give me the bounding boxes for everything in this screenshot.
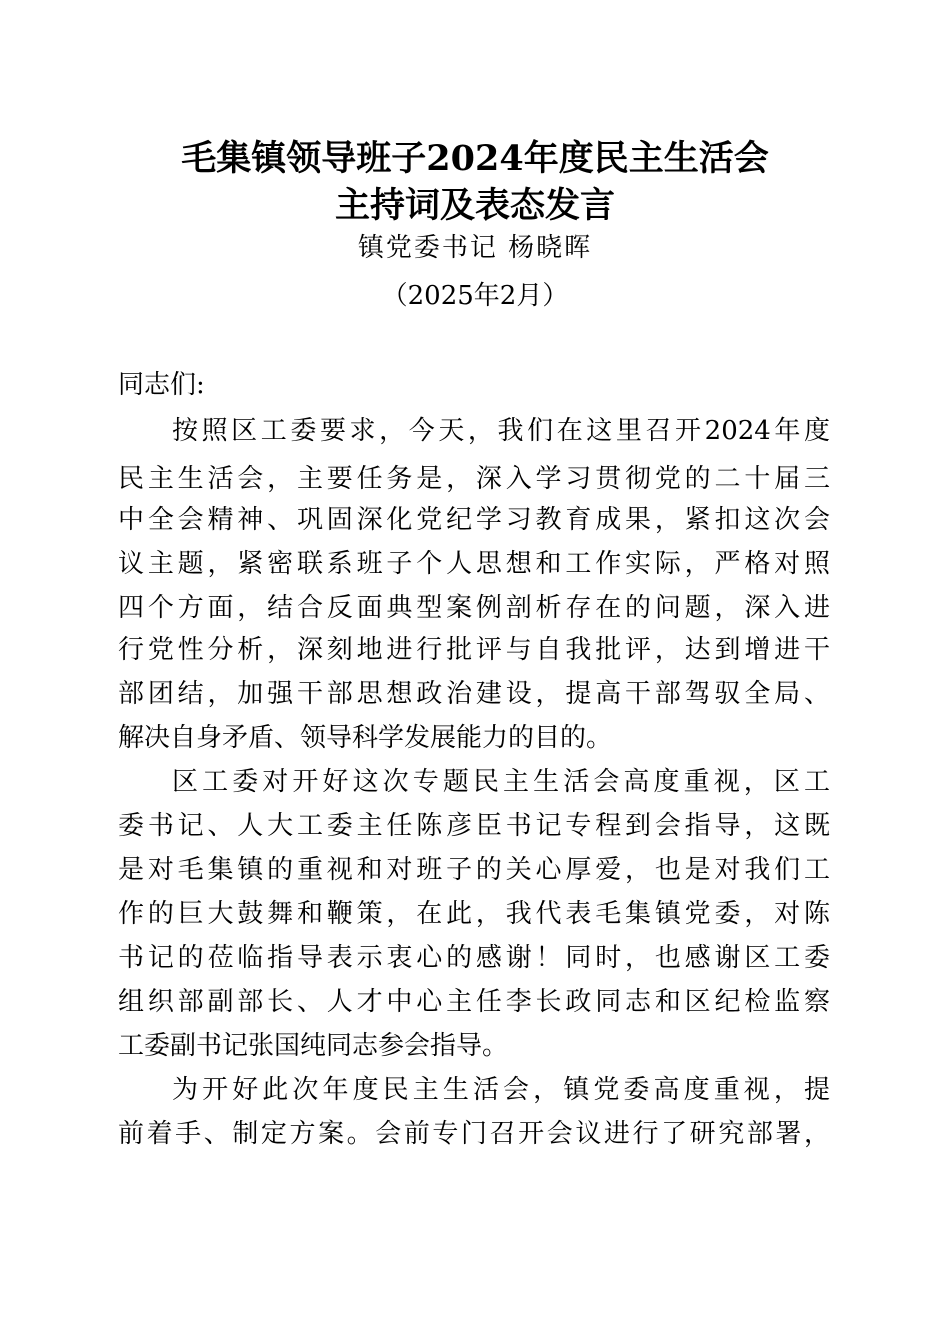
paragraph-1-line: 解决自身矛盾、领导科学发展能力的目的。 <box>118 723 613 753</box>
document-date: （2025年2月） <box>381 281 569 311</box>
paragraph-2-line: 组织部副部长、人才中心主任李长政同志和区纪检监察 <box>118 987 830 1017</box>
paragraph-1-line: 行党性分析，深刻地进行批评与自我批评，达到增进干 <box>118 635 830 665</box>
paragraph-2-line: 是对毛集镇的重视和对班子的关心厚爱，也是对我们工 <box>118 855 830 885</box>
document-title-line-1: 毛集镇领导班子2024年度民主生活会 <box>181 138 769 179</box>
paragraph-3-line: 前着手、制定方案。会前专门召开会议进行了研究部署， <box>118 1119 830 1149</box>
paragraph-2-line: 工委副书记张国纯同志参会指导。 <box>118 1031 509 1061</box>
document-title-line-2: 主持词及表态发言 <box>334 185 615 226</box>
paragraph-2-line: 区工委对开好这次专题民主生活会高度重视，区工 <box>172 767 830 797</box>
document-author: 镇党委书记 杨晓晖 <box>357 233 593 263</box>
paragraph-1-line: 中全会精神、巩固深化党纪学习教育成果，紧扣这次会 <box>118 505 830 535</box>
paragraph-2-line: 作的巨大鼓舞和鞭策，在此，我代表毛集镇党委，对陈 <box>118 899 830 929</box>
paragraph-1-line: 议主题，紧密联系班子个人思想和工作实际，严格对照 <box>118 549 830 579</box>
paragraph-1-line: 四个方面，结合反面典型案例剖析存在的问题，深入进 <box>118 593 830 623</box>
paragraph-1-line: 部团结，加强干部思想政治建设，提高干部驾驭全局、 <box>118 679 830 709</box>
salutation: 同志们: <box>118 370 205 400</box>
paragraph-1-line: 民主生活会，主要任务是，深入学习贯彻党的二十届三 <box>118 464 830 494</box>
paragraph-2-line: 委书记、人大工委主任陈彦臣书记专程到会指导，这既 <box>118 811 830 841</box>
paragraph-2-line: 书记的莅临指导表示衷心的感谢！同时，也感谢区工委 <box>118 943 830 973</box>
paragraph-3-line: 为开好此次年度民主生活会，镇党委高度重视，提 <box>172 1075 830 1105</box>
paragraph-1-line: 按照区工委要求，今天，我们在这里召开2024年度 <box>172 416 830 446</box>
